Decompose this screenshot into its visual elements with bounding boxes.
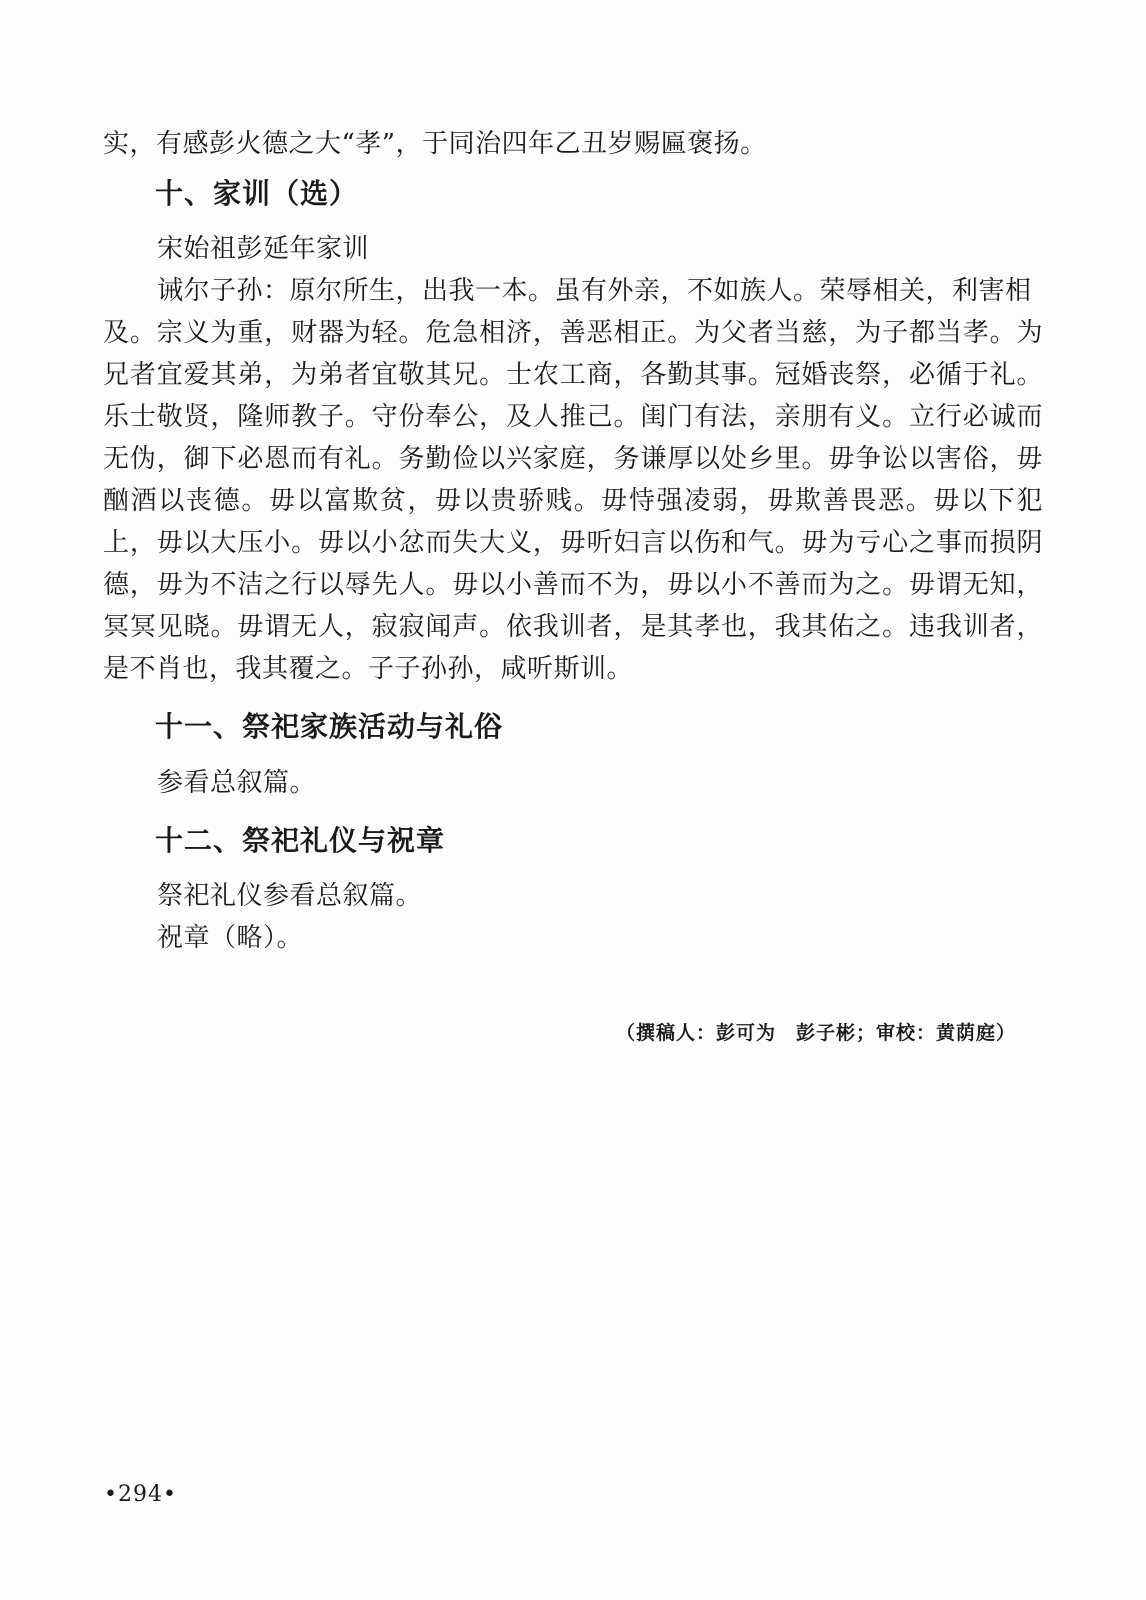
author-credit: （撰稿人：彭可为 彭子彬；审校：黄荫庭） (615, 1022, 1016, 1044)
section-10-line-10: 是不肖也，我其覆之。子子孙孙，咸听斯训。 (103, 654, 634, 684)
section-10-line-9: 冥冥见晓。毋谓无人，寂寂闻声。依我训者，是其孝也，我其佑之。违我训者， (103, 612, 1043, 642)
section-10-line-3: 兄者宜爱其弟，为弟者宜敬其兄。士农工商，各勤其事。冠婚丧祭，必循于礼。 (103, 360, 1043, 390)
intro-line: 实，有感彭火德之大“孝”，于同治四年乙丑岁赐匾褒扬。 (103, 129, 767, 159)
section-11-body: 参看总叙篇。 (157, 768, 317, 798)
section-10-line-4: 乐士敬贤，隆师教子。守份奉公，及人推己。闺门有法，亲朋有义。立行必诚而 (103, 402, 1043, 432)
section-10-line-7: 上，毋以大压小。毋以小忿而失大义，毋听妇言以伤和气。毋为亏心之事而损阴 (103, 528, 1043, 558)
section-11-heading: 十一、祭祀家族活动与礼俗 (155, 710, 504, 743)
section-12-heading: 十二、祭祀礼仪与祝章 (155, 824, 446, 857)
section-10-line-2: 及。宗义为重，财器为轻。危急相济，善恶相正。为父者当慈，为子都当孝。为 (103, 318, 1043, 348)
section-12-body-1: 祭祀礼仪参看总叙篇。 (157, 881, 423, 911)
section-10-subtitle: 宋始祖彭延年家训 (157, 234, 370, 264)
section-10-line-6: 酗酒以丧德。毋以富欺贫，毋以贵骄贱。毋恃强凌弱，毋欺善畏恶。毋以下犯 (103, 486, 1043, 516)
page-number: •294• (104, 1482, 177, 1507)
section-10-heading: 十、家训（选） (155, 177, 359, 210)
section-12-body-2: 祝章（略）。 (157, 923, 304, 953)
section-10-line-1: 诫尔子孙：原尔所生，出我一本。虽有外亲，不如族人。荣辱相关，利害相 (157, 276, 1032, 306)
section-10-line-5: 无伪，御下必恩而有礼。务勤俭以兴家庭，务谦厚以处乡里。毋争讼以害俗，毋 (103, 444, 1043, 474)
section-10-line-8: 德，毋为不洁之行以辱先人。毋以小善而不为，毋以小不善而为之。毋谓无知， (103, 570, 1043, 600)
